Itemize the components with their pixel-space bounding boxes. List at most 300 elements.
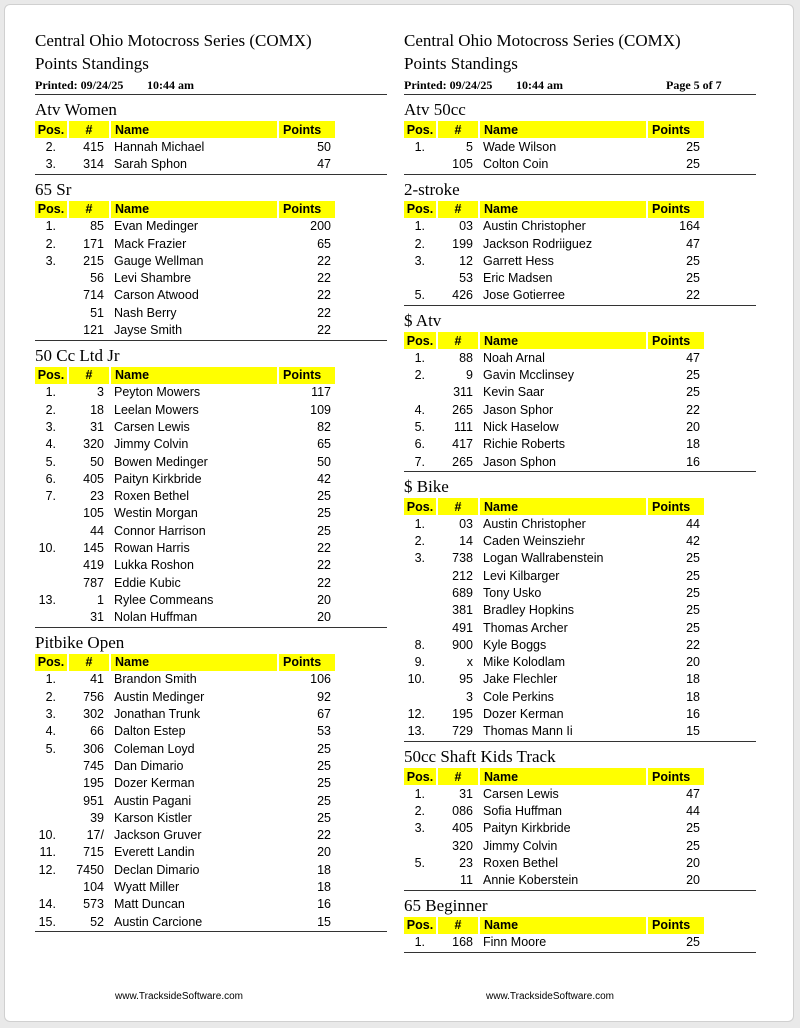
points-cell: 18 bbox=[686, 437, 700, 452]
rider-name-cell: Cole Perkins bbox=[483, 689, 554, 704]
class-section bbox=[404, 178, 756, 306]
standings-subtitle: Points Standings bbox=[404, 54, 518, 73]
points-header: Points bbox=[647, 917, 704, 934]
rider-name-cell: Paityn Kirkbride bbox=[114, 471, 202, 486]
header-row bbox=[404, 121, 704, 138]
position-cell: 2. bbox=[45, 139, 56, 154]
rider-number-cell: 745 bbox=[83, 758, 104, 773]
table-row bbox=[404, 584, 704, 601]
rider-number-cell: 3 bbox=[97, 385, 104, 400]
rider-name-cell: Dan Dimario bbox=[114, 758, 184, 773]
rider-number-cell: 195 bbox=[83, 776, 104, 791]
rider-name-cell: Paityn Kirkbride bbox=[483, 821, 571, 836]
rider-name-cell: Brandon Smith bbox=[114, 672, 197, 687]
points-cell: 20 bbox=[686, 419, 700, 434]
points-cell: 164 bbox=[679, 219, 700, 234]
standings-table bbox=[35, 121, 335, 173]
table-row bbox=[35, 436, 335, 453]
rider-name-cell: Levi Shambre bbox=[114, 271, 192, 286]
rider-number-cell: 951 bbox=[83, 793, 104, 808]
position-cell bbox=[35, 878, 68, 895]
position-cell bbox=[35, 321, 68, 338]
position-cell bbox=[35, 269, 68, 286]
table-row bbox=[35, 861, 335, 878]
rider-name-cell: Roxen Bethel bbox=[114, 489, 190, 504]
points-cell: 25 bbox=[317, 776, 331, 791]
position-cell: 1. bbox=[414, 350, 425, 365]
name-header: Name bbox=[479, 121, 647, 138]
rider-name-cell: Jackson Gruver bbox=[114, 828, 202, 843]
points-header: Points bbox=[647, 768, 704, 785]
position-cell bbox=[404, 688, 437, 705]
rider-number-cell: 738 bbox=[452, 551, 473, 566]
rider-number-cell: 105 bbox=[83, 506, 104, 521]
position-cell: 6. bbox=[45, 471, 56, 486]
rider-number-cell: 086 bbox=[452, 803, 473, 818]
points-cell: 42 bbox=[317, 471, 331, 486]
table-row bbox=[404, 654, 704, 671]
points-cell: 20 bbox=[317, 610, 331, 625]
table-row bbox=[404, 515, 704, 532]
points-cell: 25 bbox=[317, 758, 331, 773]
rider-number-cell: 302 bbox=[83, 707, 104, 722]
points-cell: 65 bbox=[317, 236, 331, 251]
rider-name-cell: Dozer Kerman bbox=[114, 776, 195, 791]
header-row bbox=[404, 768, 704, 785]
standings-table bbox=[404, 498, 704, 740]
table-row bbox=[404, 820, 704, 837]
table-row bbox=[35, 740, 335, 757]
points-header: Points bbox=[647, 121, 704, 138]
rider-number-cell: 50 bbox=[90, 454, 104, 469]
rider-name-cell: Kevin Saar bbox=[483, 385, 545, 400]
position-cell: 3. bbox=[45, 707, 56, 722]
table-row bbox=[35, 557, 335, 574]
class-section bbox=[35, 178, 387, 341]
class-title: Atv 50cc bbox=[404, 100, 466, 119]
points-cell: 25 bbox=[686, 603, 700, 618]
rider-number-cell: 1 bbox=[97, 592, 104, 607]
table-row bbox=[35, 792, 335, 809]
name-header: Name bbox=[110, 201, 278, 218]
document-page bbox=[4, 4, 794, 1022]
table-row bbox=[35, 688, 335, 705]
points-cell: 53 bbox=[317, 724, 331, 739]
table-row bbox=[35, 775, 335, 792]
position-cell bbox=[35, 505, 68, 522]
number-header: # bbox=[437, 121, 479, 138]
printed-label: Printed: bbox=[404, 78, 447, 92]
points-cell: 50 bbox=[317, 454, 331, 469]
points-cell: 25 bbox=[686, 156, 700, 171]
table-row bbox=[404, 269, 704, 286]
position-cell bbox=[404, 155, 437, 172]
header-row bbox=[404, 332, 704, 349]
position-cell: 14. bbox=[38, 897, 56, 912]
rider-number-cell: 195 bbox=[452, 707, 473, 722]
rider-name-cell: Kyle Boggs bbox=[483, 637, 547, 652]
rider-number-cell: 381 bbox=[452, 603, 473, 618]
name-header: Name bbox=[110, 121, 278, 138]
rider-number-cell: 66 bbox=[90, 724, 104, 739]
points-cell: 25 bbox=[686, 551, 700, 566]
standings-table bbox=[404, 121, 704, 173]
points-cell: 25 bbox=[686, 821, 700, 836]
points-cell: 67 bbox=[317, 707, 331, 722]
position-cell bbox=[35, 609, 68, 626]
table-row bbox=[404, 532, 704, 549]
rider-number-cell: 51 bbox=[90, 305, 104, 320]
class-title: 50 Cc Ltd Jr bbox=[35, 345, 120, 365]
name-header: Name bbox=[479, 201, 647, 218]
rider-number-cell: 105 bbox=[452, 156, 473, 171]
number-header: # bbox=[68, 121, 110, 138]
position-cell: 5. bbox=[414, 288, 425, 303]
rider-name-cell: Leelan Mowers bbox=[114, 402, 199, 417]
points-cell: 20 bbox=[686, 655, 700, 670]
rider-name-cell: Karson Kistler bbox=[114, 810, 192, 825]
points-cell: 22 bbox=[317, 271, 331, 286]
rider-number-cell: 405 bbox=[452, 821, 473, 836]
table-row bbox=[35, 757, 335, 774]
table-row bbox=[35, 304, 335, 321]
rider-number-cell: 31 bbox=[459, 786, 473, 801]
rider-name-cell: Jayse Smith bbox=[114, 323, 183, 338]
points-cell: 25 bbox=[686, 139, 700, 154]
position-cell: 3. bbox=[45, 419, 56, 434]
standings-table bbox=[404, 201, 704, 304]
position-cell: 11. bbox=[39, 845, 56, 860]
class-title: 65 Sr bbox=[35, 179, 72, 199]
rider-name-cell: Lukka Roshon bbox=[114, 558, 194, 573]
rider-name-cell: Hannah Michael bbox=[114, 139, 205, 154]
standings-table bbox=[404, 332, 704, 470]
points-cell: 44 bbox=[686, 516, 700, 531]
series-title: Central Ohio Motocross Series (COMX) bbox=[404, 31, 681, 50]
rider-name-cell: Jason Sphor bbox=[483, 402, 554, 417]
table-row bbox=[404, 366, 704, 383]
table-row bbox=[404, 252, 704, 269]
number-header: # bbox=[68, 201, 110, 218]
page-number: Page 5 of 7 bbox=[666, 78, 722, 92]
rider-number-cell: 17/ bbox=[86, 828, 104, 843]
rider-name-cell: Eddie Kubic bbox=[114, 575, 181, 590]
rider-name-cell: Noah Arnal bbox=[483, 350, 545, 365]
rider-name-cell: Austin Carcione bbox=[114, 914, 203, 929]
header-row bbox=[35, 367, 335, 384]
rider-number-cell: 88 bbox=[459, 350, 473, 365]
rider-number-cell: 12 bbox=[459, 253, 473, 268]
table-row bbox=[35, 252, 335, 269]
number-header: # bbox=[68, 654, 110, 671]
position-cell: 12. bbox=[407, 707, 425, 722]
pos-header: Pos. bbox=[35, 201, 68, 218]
position-cell: 3. bbox=[45, 156, 56, 171]
position-cell: 4. bbox=[414, 402, 425, 417]
table-row bbox=[404, 636, 704, 653]
points-cell: 25 bbox=[317, 810, 331, 825]
pos-header: Pos. bbox=[404, 332, 437, 349]
table-row bbox=[35, 671, 335, 688]
points-header: Points bbox=[278, 201, 335, 218]
rider-name-cell: Sarah Sphon bbox=[114, 156, 187, 171]
name-header: Name bbox=[110, 367, 278, 384]
table-row bbox=[404, 401, 704, 418]
rider-name-cell: Austin Medinger bbox=[114, 689, 205, 704]
position-cell: 2. bbox=[414, 368, 425, 383]
class-title: 2-stroke bbox=[404, 179, 460, 199]
right-column bbox=[404, 29, 756, 953]
table-row bbox=[404, 349, 704, 366]
rider-name-cell: Logan Wallrabenstein bbox=[483, 551, 604, 566]
pos-header: Pos. bbox=[404, 917, 437, 934]
points-cell: 22 bbox=[686, 402, 700, 417]
points-header: Points bbox=[647, 201, 704, 218]
rider-number-cell: 56 bbox=[90, 271, 104, 286]
points-cell: 15 bbox=[686, 724, 700, 739]
position-cell: 5. bbox=[45, 741, 56, 756]
number-header: # bbox=[437, 768, 479, 785]
pos-header: Pos. bbox=[35, 367, 68, 384]
rider-name-cell: Nash Berry bbox=[114, 305, 177, 320]
rider-name-cell: Wyatt Miller bbox=[114, 880, 180, 895]
position-cell: 12. bbox=[38, 862, 56, 877]
position-cell: 10. bbox=[38, 828, 56, 843]
header-row bbox=[35, 121, 335, 138]
rider-number-cell: 171 bbox=[83, 236, 104, 251]
points-cell: 22 bbox=[686, 288, 700, 303]
rider-number-cell: 265 bbox=[452, 402, 473, 417]
rider-number-cell: 900 bbox=[452, 637, 473, 652]
position-cell bbox=[404, 269, 437, 286]
points-header: Points bbox=[278, 121, 335, 138]
table-row bbox=[404, 934, 704, 951]
number-header: # bbox=[437, 498, 479, 515]
position-cell: 13. bbox=[38, 592, 56, 607]
number-header: # bbox=[68, 367, 110, 384]
header-row bbox=[404, 498, 704, 515]
position-cell: 2. bbox=[45, 402, 56, 417]
points-cell: 15 bbox=[317, 914, 331, 929]
rider-number-cell: x bbox=[466, 655, 473, 670]
class-section bbox=[404, 309, 756, 472]
pos-header: Pos. bbox=[404, 768, 437, 785]
points-cell: 106 bbox=[310, 672, 331, 687]
points-cell: 25 bbox=[317, 506, 331, 521]
rider-number-cell: 53 bbox=[459, 271, 473, 286]
rider-name-cell: Dozer Kerman bbox=[483, 707, 564, 722]
rider-name-cell: Sofia Huffman bbox=[483, 803, 562, 818]
printed-time: 10:44 am bbox=[516, 78, 563, 92]
points-cell: 20 bbox=[317, 845, 331, 860]
rider-name-cell: Austin Christopher bbox=[483, 219, 586, 234]
points-cell: 18 bbox=[317, 862, 331, 877]
position-cell: 7. bbox=[45, 489, 56, 504]
position-cell bbox=[404, 584, 437, 601]
rider-name-cell: Carsen Lewis bbox=[483, 786, 559, 801]
rider-number-cell: 491 bbox=[452, 620, 473, 635]
printed-line bbox=[35, 76, 387, 95]
points-cell: 25 bbox=[686, 271, 700, 286]
standings-table bbox=[35, 654, 335, 930]
pos-header: Pos. bbox=[35, 121, 68, 138]
points-cell: 92 bbox=[317, 689, 331, 704]
points-cell: 22 bbox=[317, 253, 331, 268]
position-cell bbox=[404, 567, 437, 584]
rider-number-cell: 215 bbox=[83, 253, 104, 268]
rider-number-cell: 415 bbox=[83, 139, 104, 154]
name-header: Name bbox=[479, 498, 647, 515]
table-row bbox=[404, 802, 704, 819]
header-row bbox=[404, 917, 704, 934]
printed-date: 09/24/25 bbox=[449, 78, 493, 92]
table-row bbox=[404, 872, 704, 889]
rider-name-cell: Rowan Harris bbox=[114, 540, 190, 555]
rider-name-cell: Jackson Rodriiguez bbox=[483, 236, 593, 251]
rider-number-cell: 85 bbox=[90, 219, 104, 234]
rider-name-cell: Gavin Mcclinsey bbox=[483, 368, 574, 383]
position-cell: 2. bbox=[414, 534, 425, 549]
position-cell: 9. bbox=[414, 655, 425, 670]
table-row bbox=[35, 218, 335, 235]
rider-number-cell: 14 bbox=[459, 534, 473, 549]
points-cell: 25 bbox=[686, 253, 700, 268]
points-cell: 22 bbox=[317, 305, 331, 320]
points-cell: 22 bbox=[317, 558, 331, 573]
rider-name-cell: Austin Pagani bbox=[114, 793, 192, 808]
rider-number-cell: 405 bbox=[83, 471, 104, 486]
table-row bbox=[404, 155, 704, 172]
table-row bbox=[404, 602, 704, 619]
rider-number-cell: 787 bbox=[83, 575, 104, 590]
table-row bbox=[404, 854, 704, 871]
table-row bbox=[404, 384, 704, 401]
table-row bbox=[404, 705, 704, 722]
header-row bbox=[404, 201, 704, 218]
footer-link[interactable]: www.TracksideSoftware.com bbox=[486, 991, 614, 1002]
class-title: 50cc Shaft Kids Track bbox=[404, 747, 556, 767]
table-row bbox=[35, 418, 335, 435]
position-cell: 15. bbox=[38, 914, 56, 929]
rider-number-cell: 417 bbox=[452, 437, 473, 452]
rider-name-cell: Richie Roberts bbox=[483, 437, 565, 452]
footer-link[interactable]: www.TracksideSoftware.com bbox=[115, 991, 243, 1002]
position-cell: 3. bbox=[414, 821, 425, 836]
class-section bbox=[35, 631, 387, 932]
rider-name-cell: Declan Dimario bbox=[114, 862, 200, 877]
class-title: $ Bike bbox=[404, 477, 449, 497]
table-row bbox=[404, 287, 704, 304]
points-cell: 42 bbox=[686, 534, 700, 549]
table-row bbox=[35, 609, 335, 626]
left-column bbox=[35, 29, 387, 932]
rider-name-cell: Jimmy Colvin bbox=[483, 838, 558, 853]
table-row bbox=[35, 321, 335, 338]
table-row bbox=[35, 269, 335, 286]
standings-table bbox=[35, 201, 335, 339]
name-header: Name bbox=[479, 332, 647, 349]
position-cell bbox=[35, 287, 68, 304]
right-sections bbox=[404, 98, 756, 953]
table-row bbox=[404, 688, 704, 705]
standings-table bbox=[35, 367, 335, 626]
table-row bbox=[404, 785, 704, 802]
rider-number-cell: 03 bbox=[459, 516, 473, 531]
pos-header: Pos. bbox=[404, 121, 437, 138]
rider-number-cell: 44 bbox=[90, 523, 104, 538]
rider-name-cell: Coleman Loyd bbox=[114, 741, 195, 756]
position-cell: 10. bbox=[38, 540, 56, 555]
table-row bbox=[35, 155, 335, 172]
position-cell: 10. bbox=[407, 672, 425, 687]
rider-name-cell: Caden Weinsziehr bbox=[483, 534, 585, 549]
rider-number-cell: 419 bbox=[83, 558, 104, 573]
points-cell: 25 bbox=[686, 585, 700, 600]
rider-name-cell: Evan Medinger bbox=[114, 219, 199, 234]
points-cell: 25 bbox=[686, 368, 700, 383]
table-row bbox=[404, 567, 704, 584]
position-cell: 1. bbox=[45, 385, 56, 400]
rider-number-cell: 756 bbox=[83, 689, 104, 704]
points-cell: 20 bbox=[686, 873, 700, 888]
rider-name-cell: Westin Morgan bbox=[114, 506, 198, 521]
rider-number-cell: 729 bbox=[452, 724, 473, 739]
rider-number-cell: 306 bbox=[83, 741, 104, 756]
position-cell bbox=[35, 792, 68, 809]
rider-number-cell: 573 bbox=[83, 897, 104, 912]
position-cell bbox=[35, 775, 68, 792]
rider-name-cell: Bradley Hopkins bbox=[483, 603, 575, 618]
position-cell bbox=[35, 574, 68, 591]
class-section bbox=[404, 475, 756, 742]
points-cell: 25 bbox=[317, 793, 331, 808]
rider-number-cell: 3 bbox=[466, 689, 473, 704]
rider-number-cell: 714 bbox=[83, 288, 104, 303]
rider-name-cell: Colton Coin bbox=[483, 156, 549, 171]
position-cell: 8. bbox=[414, 637, 425, 652]
position-cell: 1. bbox=[414, 516, 425, 531]
rider-name-cell: Finn Moore bbox=[483, 935, 547, 950]
position-cell bbox=[35, 304, 68, 321]
table-row bbox=[35, 844, 335, 861]
position-cell bbox=[404, 602, 437, 619]
table-row bbox=[35, 827, 335, 844]
rider-number-cell: 03 bbox=[459, 219, 473, 234]
points-cell: 22 bbox=[317, 540, 331, 555]
table-row bbox=[35, 522, 335, 539]
points-cell: 117 bbox=[311, 385, 331, 400]
rider-number-cell: 212 bbox=[452, 568, 473, 583]
table-row bbox=[35, 384, 335, 401]
number-header: # bbox=[437, 332, 479, 349]
table-row bbox=[35, 401, 335, 418]
table-row bbox=[35, 539, 335, 556]
name-header: Name bbox=[110, 654, 278, 671]
position-cell: 1. bbox=[414, 786, 425, 801]
rider-number-cell: 314 bbox=[83, 156, 104, 171]
number-header: # bbox=[437, 917, 479, 934]
table-row bbox=[35, 470, 335, 487]
rider-name-cell: Everett Landin bbox=[114, 845, 195, 860]
points-cell: 16 bbox=[686, 454, 700, 469]
rider-number-cell: 104 bbox=[83, 880, 104, 895]
rider-number-cell: 111 bbox=[453, 419, 473, 434]
class-title: 65 Beginner bbox=[404, 895, 488, 915]
position-cell: 3. bbox=[414, 551, 425, 566]
rider-name-cell: Jose Gotierree bbox=[483, 288, 565, 303]
rider-number-cell: 11 bbox=[460, 873, 473, 888]
rider-name-cell: Bowen Medinger bbox=[114, 454, 208, 469]
